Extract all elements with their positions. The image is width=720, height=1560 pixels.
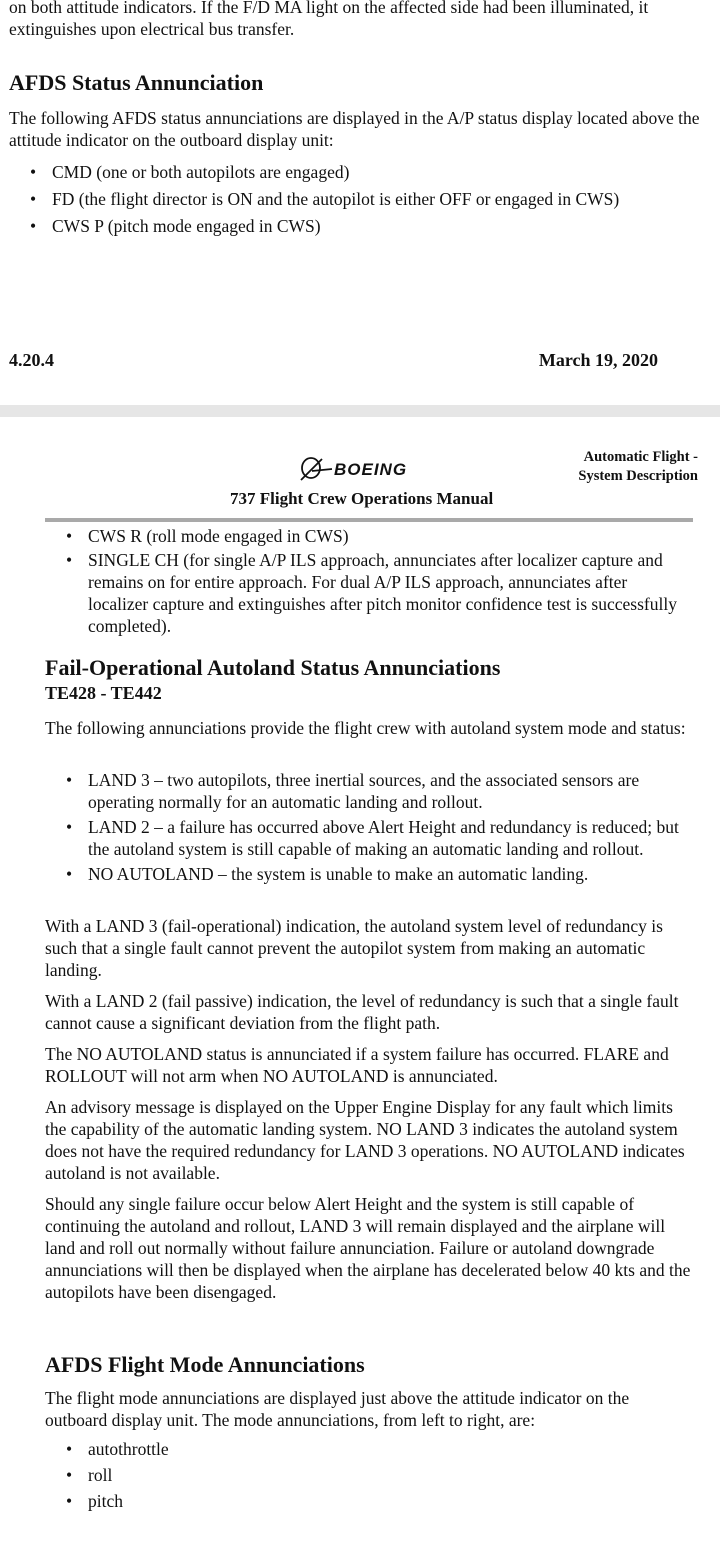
bullet-icon: • [66,1465,73,1485]
list-item: • SINGLE CH (for single A/P ILS approach, annunciates after localizer capture and remains on for entire approach. For dual A/P ILS approach, annunciates after localizer capture and extinguishes after pitch monitor confidence test is successfully completed). [66,550,677,636]
bullet-icon: • [66,550,73,570]
section-heading-flight-mode: AFDS Flight Mode Annunciations [45,1352,365,1377]
afds-status-intro: The following AFDS status annunciations are displayed in the A/P status display located above the attitude indicator on the outboard display unit: [9,108,700,150]
autoland-intro: The following annunciations provide the flight crew with autoland system mode and status: [45,718,686,738]
header-rule [45,518,693,522]
page-separator [0,405,720,417]
list-item: • CWS P (pitch mode engaged in CWS) [30,216,321,236]
paragraph: With a LAND 3 (fail-operational) indication, the autoland system level of redundancy is such that a single fault cannot prevent the autopilot system from making an automatic landing. [45,916,663,980]
flight-mode-intro: The flight mode annunciations are displayed just above the attitude indicator on the outboard display unit. The mode annunciations, from left to right, are: [45,1388,630,1430]
bullet-icon: • [66,1439,73,1459]
bullet-icon: • [66,770,73,790]
manual-title: 737 Flight Crew Operations Manual [230,489,494,508]
section-heading-autoland: Fail-Operational Autoland Status Annunciations [45,655,501,680]
list-item: • CMD (one or both autopilots are engaged) [30,162,350,182]
paragraph: With a LAND 2 (fail passive) indication, the level of redundancy is such that a single fault cannot cause a significant deviation from the flight path. [45,991,679,1033]
current-page [0,417,720,1560]
bullet-icon: • [66,526,73,546]
paragraph: Should any single failure occur below Alert Height and the system is still capable of continuing the autoland and rollout, LAND 3 will remain displayed and the airplane will land and roll out normally without failure annunciation. Failure or autoland downgrade annunciations will then be displayed when the airplane has decelerated below 40 kts and the autopilots have been disengaged. [45,1194,691,1302]
list-item: • roll [66,1465,113,1485]
section-heading-afds-status: AFDS Status Annunciation [9,70,264,95]
continuation-paragraph: on both attitude indicators. If the F/D MA light on the affected side had been illuminated, it extinguishes upon electrical bus transfer. [9,0,649,39]
list-item: • pitch [66,1491,123,1511]
footer-date: March 19, 2020 [538,350,658,370]
effectivity-label: TE428 - TE442 [45,683,162,703]
afds-status-list [30,161,692,242]
previous-page [0,0,720,405]
footer-section-number: 4.20.4 [9,350,54,370]
flight-mode-list [66,1438,688,1516]
list-item: • FD (the flight director is ON and the autopilot is either OFF or engaged in CWS) [30,189,620,209]
paragraph: An advisory message is displayed on the Upper Engine Display for any fault which limits the capability of the automatic landing system. NO LAND 3 indicates the autoland system does not have the required redundancy for LAND 3 operations. NO AUTOLAND indicates autoland is not available. [45,1097,685,1183]
bullet-icon: • [30,216,37,236]
boeing-logo-icon [298,453,438,483]
logo-wordmark: BOEING [334,460,408,479]
list-item: • LAND 3 – two autopilots, three inertial sources, and the associated sensors are operating normally for an automatic landing and rollout. [66,770,640,812]
paragraph: The NO AUTOLAND status is annunciated if a system failure has occurred. FLARE and ROLLOUT will not arm when NO AUTOLAND is annunciated. [45,1044,669,1086]
list-item: • autothrottle [66,1439,169,1459]
bullet-icon: • [66,1491,73,1511]
chapter-title: Automatic Flight - System Description [578,449,698,484]
list-item: • CWS R (roll mode engaged in CWS) [66,526,349,546]
list-item: • LAND 2 – a failure has occurred above Alert Height and redundancy is reduced; but the autoland system is still capable of making an automatic landing and rollout. [66,817,679,859]
list-item: • NO AUTOLAND – the system is unable to make an automatic landing. [66,864,589,884]
bullet-icon: • [66,817,73,837]
afds-status-list-continued [66,525,688,639]
bullet-icon: • [30,162,37,182]
autoland-status-list [66,769,688,888]
bullet-icon: • [30,189,37,209]
autoland-body [45,915,695,1312]
bullet-icon: • [66,864,73,884]
